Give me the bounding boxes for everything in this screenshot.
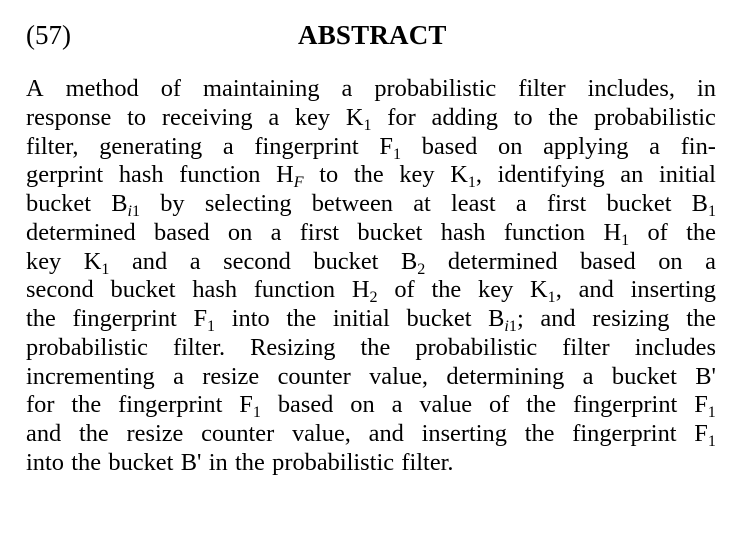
abstract-line: and the resize counter value, and inserting the fingerprint $F_1$ bbox=[26, 420, 716, 450]
abstract-line: bucket $B_{i1}$ by selecting between at least a first bucket $B_1$ bbox=[26, 190, 716, 220]
abstract-line: for the fingerprint $F_1$ based on a value of the fingerprint $F_1$ bbox=[26, 391, 716, 422]
section-title: ABSTRACT bbox=[298, 20, 447, 50]
abstract-line: gerprint hash function $H_F$ to the key $K_1$, identifying an initial bbox=[26, 161, 716, 192]
abstract-line: response to receiving a key $K_1$ for adding to the probabilistic bbox=[26, 103, 716, 134]
abstract-line: incrementing a resize counter value, determining a bucket B' bbox=[26, 362, 716, 390]
inid-code: (57) bbox=[26, 20, 71, 50]
abstract-text bbox=[26, 75, 716, 478]
abstract-line: determined based on a first bucket hash function $H_1$ of the bbox=[26, 218, 716, 249]
abstract-line: probabilistic filter. Resizing the probabilistic filter includes bbox=[26, 333, 716, 361]
abstract-line: into the bucket B' in the probabilistic filter. bbox=[26, 448, 454, 476]
abstract-line: A method of maintaining a probabilistic filter includes, in bbox=[26, 75, 716, 102]
abstract-line: the fingerprint $F_1$ into the initial bucket $B_{i1}$; and resizing the bbox=[26, 305, 716, 335]
abstract-header bbox=[26, 20, 716, 54]
abstract-line: key $K_1$ and a second bucket $B_2$ determined based on a bbox=[26, 247, 716, 278]
abstract-line: second bucket hash function $H_2$ of the key $K_1$, and inserting bbox=[26, 276, 716, 307]
abstract-line: filter, generating a fingerprint $F_1$ based on applying a fin- bbox=[26, 132, 716, 163]
